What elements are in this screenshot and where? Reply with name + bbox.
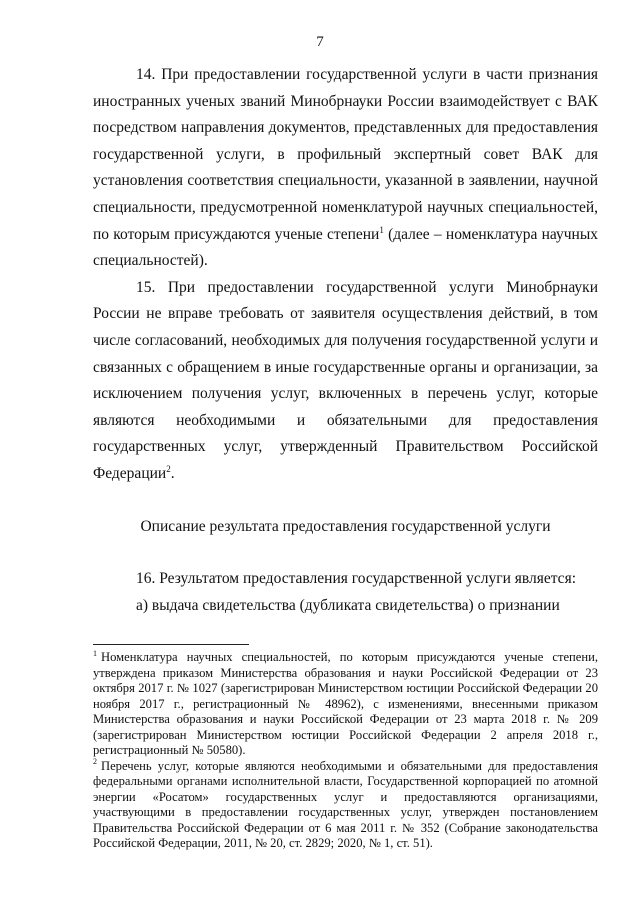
document-body <box>93 62 598 619</box>
paragraph-14-text: 14. При предоставлении государственной услуги в части признания иностранных ученых званий Минобрнауки России взаимодействует с ВАК посредством направления документов, представленных для предоставления государственной услуги, в профильный экспертный совет ВАК для установления соответствия специальности, указанной в заявлении, научной специальности, предусмотренной номенклатурой научных специальностей, по которым присуждаются ученые степени <box>93 66 598 243</box>
section-heading: Описание результата предоставления государственной услуги <box>140 517 551 535</box>
paragraph-15-text: 15. При предоставлении государственной услуги Минобрнауки России не вправе требовать от заявителя осуществления действий, в том числе согласований, необходимых для получения государственной услуги и связанных с обращением в иные государственные органы и организации, за исключением получения услуг, включенных в перечень услуг, которые являются необходимыми и обязательными для предоставления государственных услуг, утвержденный Правительством Российской Федерации <box>93 278 598 482</box>
page-number: 7 <box>316 34 324 50</box>
footnote-ref-1[interactable]: 1 <box>379 224 384 235</box>
footnote-ref-2[interactable]: 2 <box>166 463 171 474</box>
paragraph-16a: а) выдача свидетельства (дубликата свидетельства) о признании <box>136 596 560 614</box>
footnote-divider <box>93 644 249 645</box>
footnote-2-text: Перечень услуг, которые являются необходимыми и обязательными для предоставления федеральными органами исполнительной власти, Государственной корпорацией по атомной энергии «Росатом» государственных услуг и предоставляются организациями, участвующими в предоставлении государственных услуг, утвержден постановлением Правительства Российской Федерации от 6 мая 2011 г. № 352 (Собрание законодательства Российской Федерации, 2011, № 20, ст. 2829; 2020, № 1, ст. 51). <box>93 758 598 850</box>
paragraph-14-tail: (далее – номенклатура научных специальностей). <box>93 225 598 270</box>
footnote-1-mark: 1 <box>93 648 97 658</box>
footnote-2 <box>93 759 598 852</box>
paragraph-16: 16. Результатом предоставления государственной услуги является: <box>136 570 577 588</box>
paragraph-15 <box>93 275 598 488</box>
paragraph-15-tail: . <box>170 464 175 482</box>
paragraph-14 <box>93 62 598 275</box>
footnote-2-mark: 2 <box>93 757 97 767</box>
footnote-1 <box>93 650 598 759</box>
footnote-1-text: Номенклатура научных специальностей, по которым присуждаются ученые степени, утверждена приказом Министерства образования и науки Российской Федерации от 23 октября 2017 г. № 1027 (зарегистрирован Министерством юстиции Российской Федерации 20 ноября 2017 г., регистрационный № 48962), с изменениями, внесенными приказом Министерства образования и науки Российской Федерации от 23 марта 2018 г. № 209 (зарегистрирован Министерством юстиции Российской Федерации 2 апреля 2018 г., регистрационный № 50580). <box>93 650 598 757</box>
footnotes <box>93 650 598 852</box>
